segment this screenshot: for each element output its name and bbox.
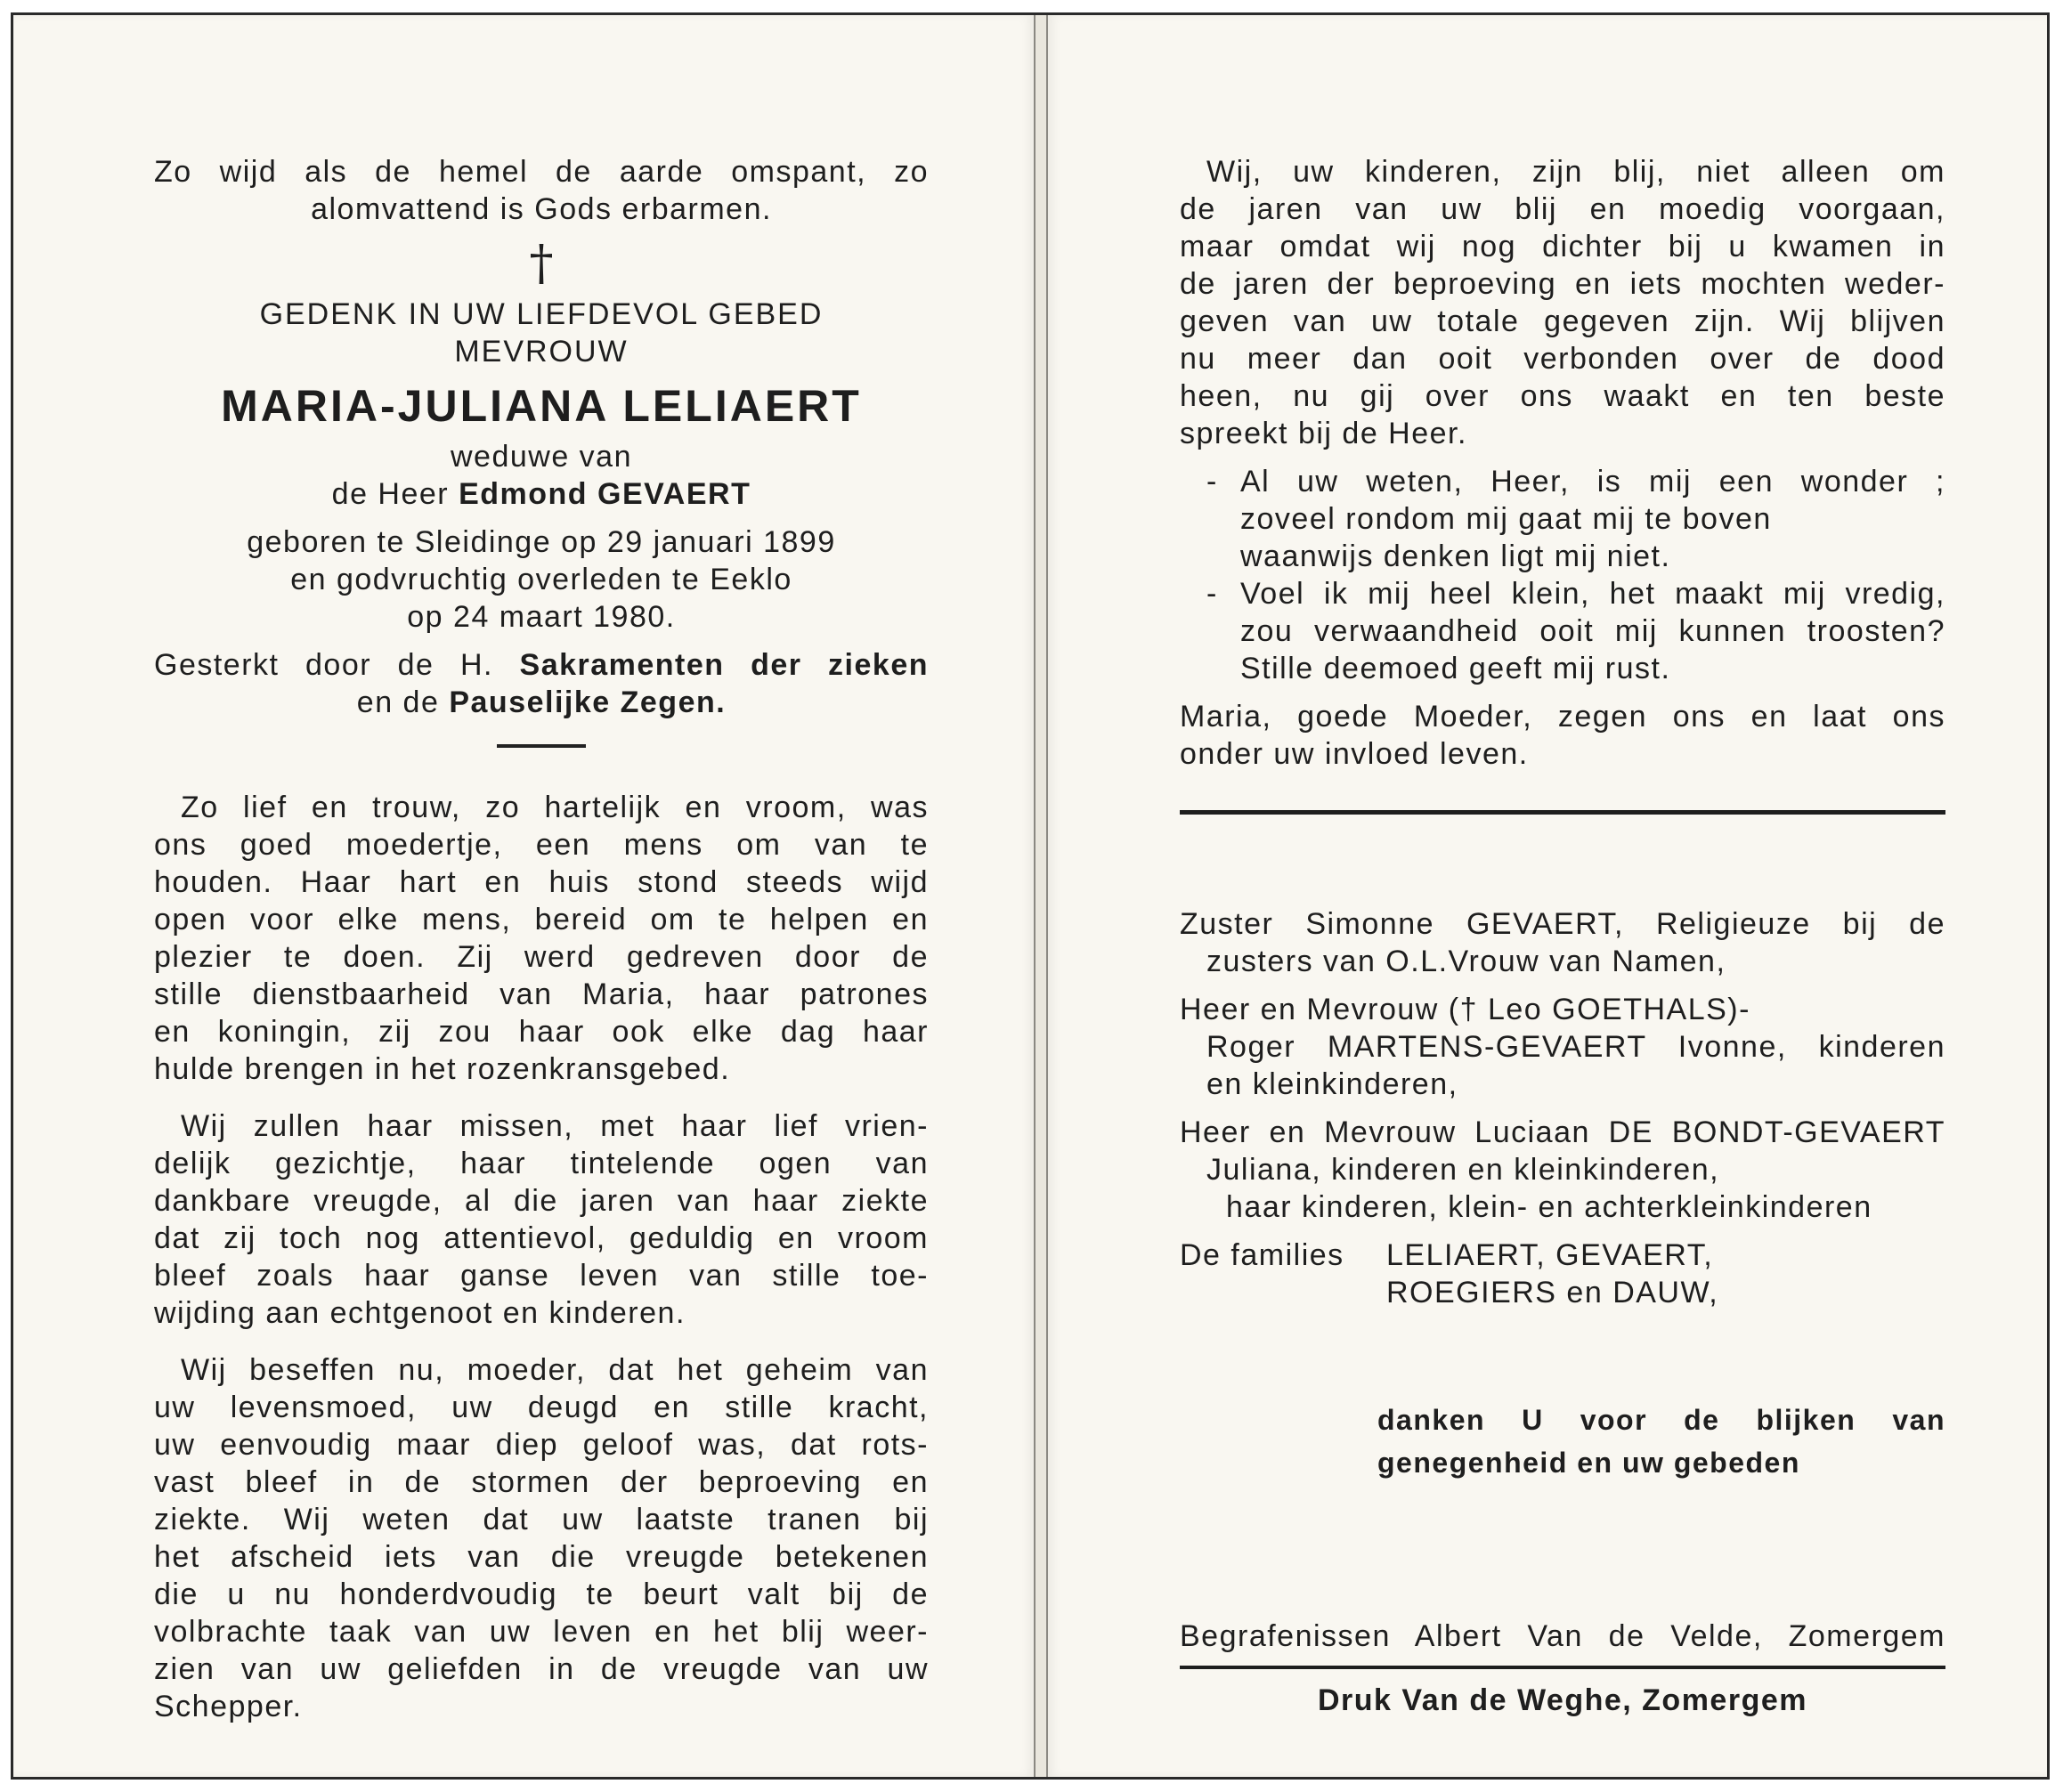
- text-line: die u nu honderdvoudig te beurt valt bij de: [154, 1577, 929, 1611]
- card-fold: [1036, 15, 1046, 1777]
- text-line: Zo lief en trouw, zo hartelijk en vroom, was: [181, 791, 929, 824]
- left-page: [13, 15, 1036, 1777]
- text-line: het afscheid iets van die vreugde betekenen: [154, 1540, 929, 1574]
- text-line: zou verwaandheid ooit mij kunnen troosten?: [1240, 614, 1945, 648]
- text-line: geven van uw totale gegeven zijn. Wij blijven: [1180, 304, 1945, 338]
- text-line: Maria, goede Moeder, zegen ons en laat ons: [1180, 700, 1945, 734]
- text-line: zoveel rondom mij gaat mij te boven: [1240, 502, 1772, 536]
- text-line: waanwijs denken ligt mij niet.: [1240, 539, 1671, 573]
- text-line: Juliana, kinderen en kleinkinderen,: [1206, 1153, 1720, 1187]
- undertaker-line: Begrafenissen Albert Van de Velde, Zomergem: [1180, 1619, 1945, 1653]
- text-line: heen, nu gij over ons waakt en ten beste: [1180, 379, 1945, 413]
- divider: [1180, 1666, 1945, 1669]
- memorial-card: [11, 12, 2050, 1780]
- sacraments-line: [154, 646, 929, 684]
- right-column: [1180, 153, 1945, 1719]
- text-line: ziekte. Wij weten dat uw laatste tranen bij: [154, 1503, 929, 1537]
- prayer: [1180, 698, 1945, 773]
- text-line: Zuster Simonne GEVAERT, Religieuze bij de: [1180, 907, 1945, 941]
- families-label: De families: [1180, 1238, 1344, 1272]
- blessing-prefix: en de: [356, 685, 440, 719]
- text-line: dankbare vreugde, al die jaren van haar ziekte: [154, 1184, 929, 1218]
- blessing-bold: Pauselijke Zegen.: [449, 685, 727, 719]
- title-line: MEVROUW: [454, 335, 629, 369]
- text-line: nu meer dan ooit verbonden over de dood: [1180, 342, 1945, 376]
- paragraph-2: [154, 1107, 929, 1332]
- text-line: dat zij toch nog attentievol, geduldig en vroom: [154, 1221, 929, 1255]
- printer-line: Druk Van de Weghe, Zomergem: [1317, 1683, 1807, 1717]
- divider: [497, 744, 586, 748]
- text-line: ons goed moedertje, een mens om van te: [154, 828, 929, 862]
- text-line: Al uw weten, Heer, is mij een wonder ;: [1240, 465, 1945, 499]
- husband-name: Edmond GEVAERT: [459, 477, 751, 511]
- text-line: en koningin, zij zou haar ook elke dag haar: [154, 1015, 929, 1049]
- family-3: [1180, 1114, 1945, 1226]
- opening-line-2: alomvattend is Gods erbarmen.: [311, 192, 772, 226]
- verse-2: - Voel ik mij heel klein, het maakt mij vredig, zou verwaandheid ooit mij kunnen troosten? Stille deemoed geeft mij rust.: [1206, 577, 1945, 685]
- deceased-name: MARIA-JULIANA LELIAERT: [221, 381, 862, 431]
- sacraments-prefix: Gesterkt door de H.: [154, 648, 493, 682]
- text-line: houden. Haar hart en huis stond steeds wijd: [154, 865, 929, 899]
- text-line: volbrachte taak van uw leven en het blij weer-: [154, 1615, 929, 1649]
- family-1: [1180, 905, 1945, 980]
- text-line: Stille deemoed geeft mij rust.: [1240, 652, 1671, 685]
- husband-prefix: de Heer: [331, 477, 450, 511]
- thanks: [1377, 1399, 1945, 1484]
- text-line: uw eenvoudig maar diep geloof was, dat rots-: [154, 1428, 929, 1462]
- death-line: en godvruchtig overleden te Eeklo: [290, 563, 792, 596]
- families-list: [1180, 1237, 1945, 1311]
- text-line: vast bleef in de stormen der beproeving en: [154, 1465, 929, 1499]
- text-line: open voor elke mens, bereid om te helpen en: [154, 903, 929, 937]
- text-line: Roger MARTENS-GEVAERT Ivonne, kinderen: [1206, 1030, 1945, 1064]
- text-line: uw levensmoed, uw deugd en stille kracht,: [154, 1391, 929, 1424]
- sacraments-bold: Sakramenten der zieken: [519, 648, 929, 682]
- verse-1: - Al uw weten, Heer, is mij een wonder ; zoveel rondom mij gaat mij te boven waanwijs denken ligt mij niet.: [1206, 465, 1945, 573]
- text-line: danken U voor de blijken van: [1377, 1404, 1945, 1436]
- text-line: delijk gezichtje, haar tintelende ogen van: [154, 1147, 929, 1180]
- text-line: genegenheid en uw gebeden: [1377, 1447, 1800, 1479]
- text-line: zien van uw geliefden in de vreugde van uw: [154, 1652, 929, 1686]
- children-paragraph: [1180, 153, 1945, 452]
- opening-line-1: Zo wijd als de hemel de aarde omspant, zo: [154, 155, 929, 189]
- blessing-line: [154, 684, 929, 721]
- paragraph-1: [154, 789, 929, 1088]
- death-date-line: op 24 maart 1980.: [407, 600, 676, 634]
- text-line: Heer en Mevrouw Luciaan DE BONDT-GEVAERT: [1180, 1115, 1945, 1149]
- widow-of-line: weduwe van: [450, 440, 632, 474]
- text-line: spreekt bij de Heer.: [1180, 417, 1467, 450]
- text-line: plezier te doen. Zij werd gedreven door de: [154, 940, 929, 974]
- husband-line: [154, 475, 929, 513]
- birth-line: geboren te Sleidinge op 29 januari 1899: [247, 525, 836, 559]
- text-line: bleef zoals haar ganse leven van stille toe-: [154, 1259, 929, 1293]
- commemorate-line: GEDENK IN UW LIEFDEVOL GEBED: [259, 297, 824, 331]
- text-line: Heer en Mevrouw († Leo GOETHALS)-: [1180, 993, 1750, 1026]
- text-line: zusters van O.L.Vrouw van Namen,: [1206, 945, 1726, 978]
- text-line: hulde brengen in het rozenkransgebed.: [154, 1052, 731, 1086]
- text-line: Voel ik mij heel klein, het maakt mij vredig,: [1240, 577, 1945, 611]
- text-line: Wij zullen haar missen, met haar lief vrien-: [181, 1109, 929, 1143]
- text-line: de jaren van uw blij en moedig voorgaan,: [1180, 192, 1945, 226]
- text-line: de jaren der beproeving en iets mochten weder-: [1180, 267, 1945, 301]
- paragraph-3: [154, 1351, 929, 1725]
- text-line: LELIAERT, GEVAERT,: [1386, 1238, 1714, 1272]
- left-column: [154, 153, 929, 1725]
- text-line: Schepper.: [154, 1690, 303, 1723]
- right-page: [1046, 15, 2047, 1777]
- text-line: stille dienstbaarheid van Maria, haar patrones: [154, 977, 929, 1011]
- text-line: wijding aan echtgenoot en kinderen.: [154, 1296, 686, 1330]
- text-line: Wij beseffen nu, moeder, dat het geheim van: [181, 1353, 929, 1387]
- family-2: [1180, 991, 1945, 1103]
- text-line: Wij, uw kinderen, zijn blij, niet alleen om: [1206, 155, 1945, 189]
- cross-icon: †: [529, 235, 554, 291]
- text-line: en kleinkinderen,: [1206, 1067, 1458, 1101]
- text-line: onder uw invloed leven.: [1180, 737, 1529, 771]
- text-line: maar omdat wij nog dichter bij u kwamen in: [1180, 230, 1945, 264]
- text-line: ROEGIERS en DAUW,: [1386, 1276, 1719, 1310]
- text-line: haar kinderen, klein- en achterkleinkinderen: [1226, 1190, 1872, 1224]
